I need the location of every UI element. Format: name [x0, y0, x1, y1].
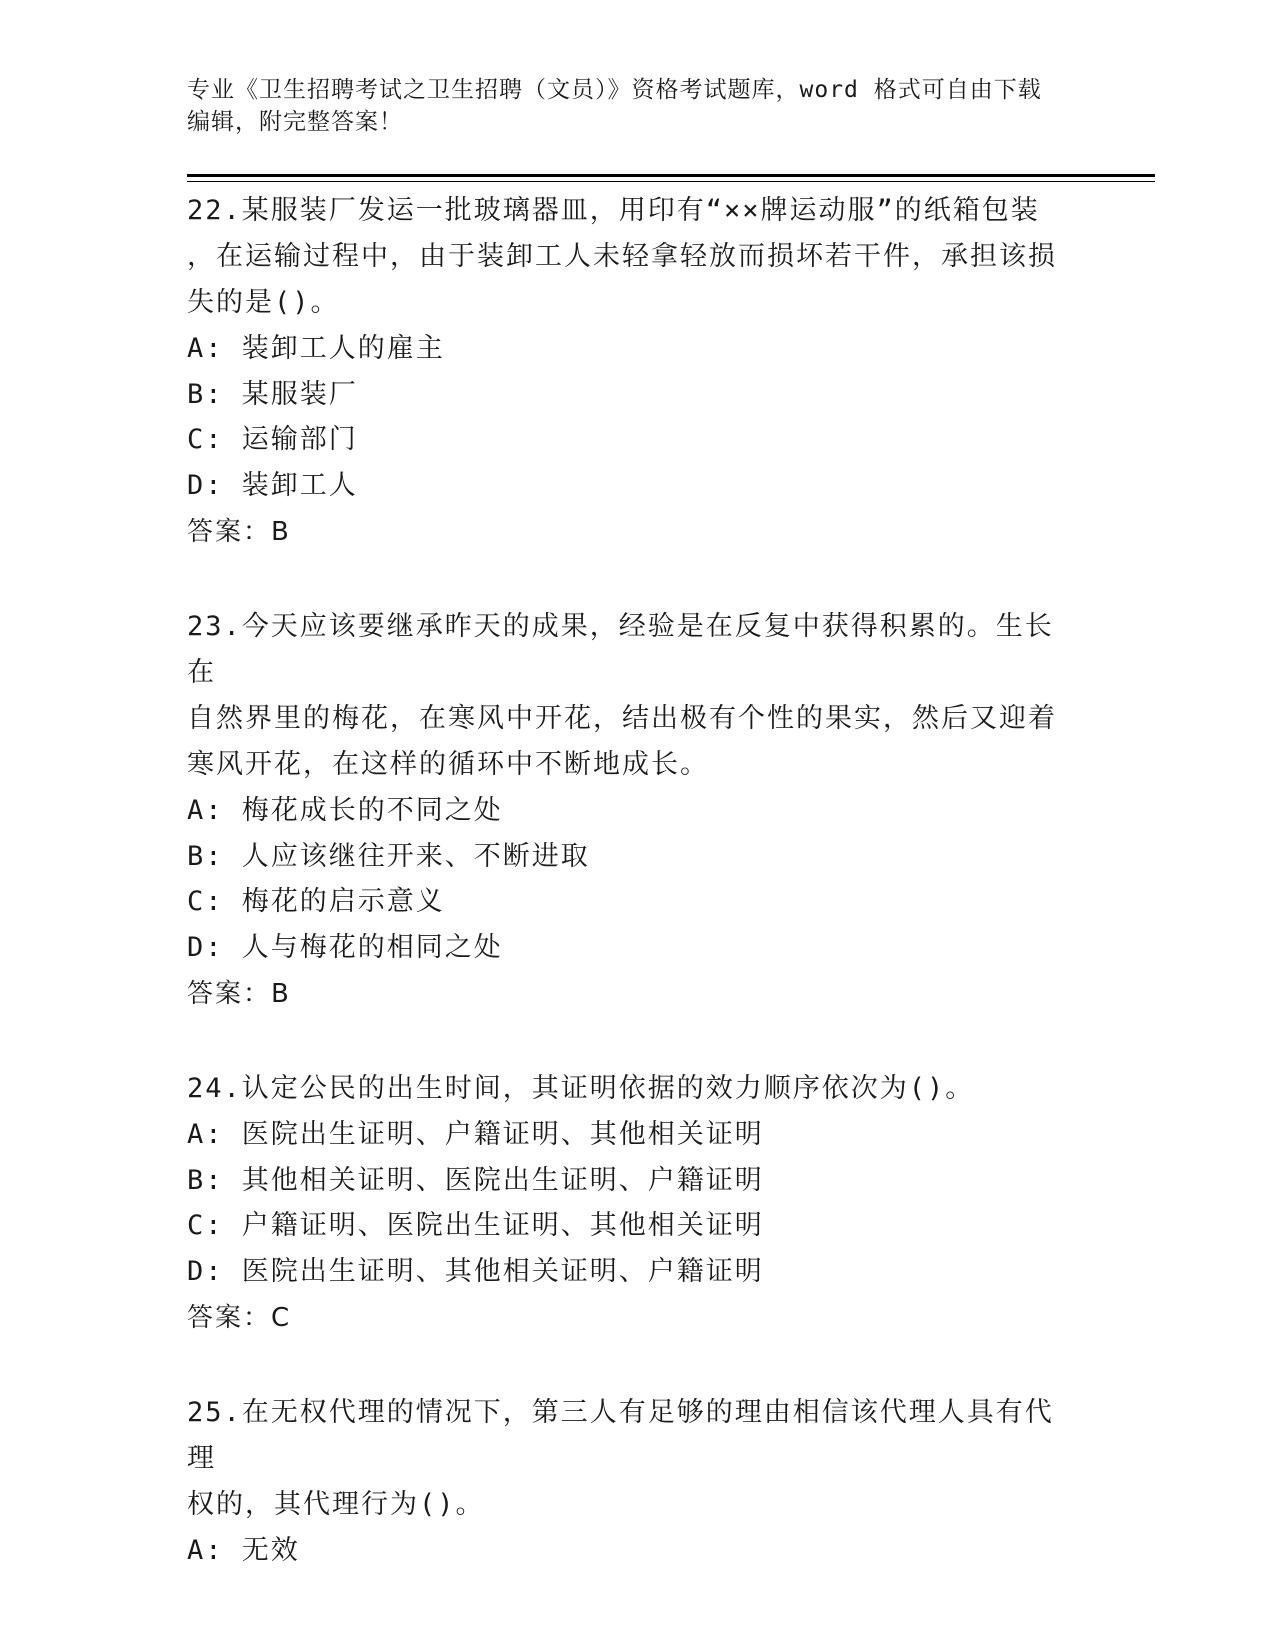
header-line-1: 专业《卫生招聘考试之卫生招聘（文员）》资格考试题库，word 格式可自由下载 — [187, 77, 1042, 103]
option-b: B: 某服装厂 — [187, 378, 358, 410]
option-d: D: 人与梅花的相同之处 — [187, 931, 503, 963]
option-b: B: 人应该继往开来、不断进取 — [187, 840, 590, 872]
answer-line: 答案：C — [187, 1303, 292, 1333]
question-stem-line: ，在运输过程中，由于装卸工人未轻拿轻放而损坏若干件，承担该损 — [187, 241, 1057, 272]
option-d: D: 装卸工人 — [187, 469, 358, 501]
header-divider-thin — [187, 181, 1155, 182]
header-divider-thick — [187, 174, 1155, 177]
answer-line: 答案：B — [187, 979, 291, 1009]
option-c: C: 户籍证明、医院出生证明、其他相关证明 — [187, 1210, 764, 1241]
option-a: A: 医院出生证明、户籍证明、其他相关证明 — [187, 1119, 764, 1150]
option-a: A: 梅花成长的不同之处 — [187, 795, 503, 826]
question-stem-line: 寒风开花，在这样的循环中不断地成长。 — [187, 749, 709, 780]
question-stem-line: 失的是()。 — [187, 287, 340, 318]
answer-line: 答案：B — [187, 517, 291, 547]
question-24 — [187, 1066, 1077, 1342]
question-23 — [187, 604, 1077, 1018]
question-stem-line: 24.认定公民的出生时间，其证明依据的效力顺序依次为()。 — [187, 1073, 975, 1104]
question-stem-line: 权的，其代理行为()。 — [187, 1489, 485, 1520]
question-list — [187, 188, 1077, 1622]
option-c: C: 运输部门 — [187, 424, 358, 455]
document-header — [187, 74, 1067, 138]
option-a: A: 无效 — [187, 1535, 300, 1566]
question-stem-line: 自然界里的梅花，在寒风中开花，结出极有个性的果实，然后又迎着 — [187, 703, 1057, 734]
option-d: D: 医院出生证明、其他相关证明、户籍证明 — [187, 1255, 764, 1287]
option-a: A: 装卸工人的雇主 — [187, 333, 445, 364]
question-25 — [187, 1390, 1077, 1574]
question-22 — [187, 188, 1077, 556]
question-stem-line: 25.在无权代理的情况下，第三人有足够的理由相信该代理人具有代理 — [187, 1397, 1054, 1474]
header-line-2: 编辑，附完整答案！ — [187, 109, 403, 135]
question-stem-line: 22.某服装厂发运一批玻璃器皿，用印有“××牌运动服”的纸箱包装 — [187, 195, 1040, 226]
option-b: B: 其他相关证明、医院出生证明、户籍证明 — [187, 1164, 764, 1196]
question-stem-line: 23.今天应该要继承昨天的成果，经验是在反复中获得积累的。生长在 — [187, 611, 1054, 688]
option-c: C: 梅花的启示意义 — [187, 886, 445, 917]
